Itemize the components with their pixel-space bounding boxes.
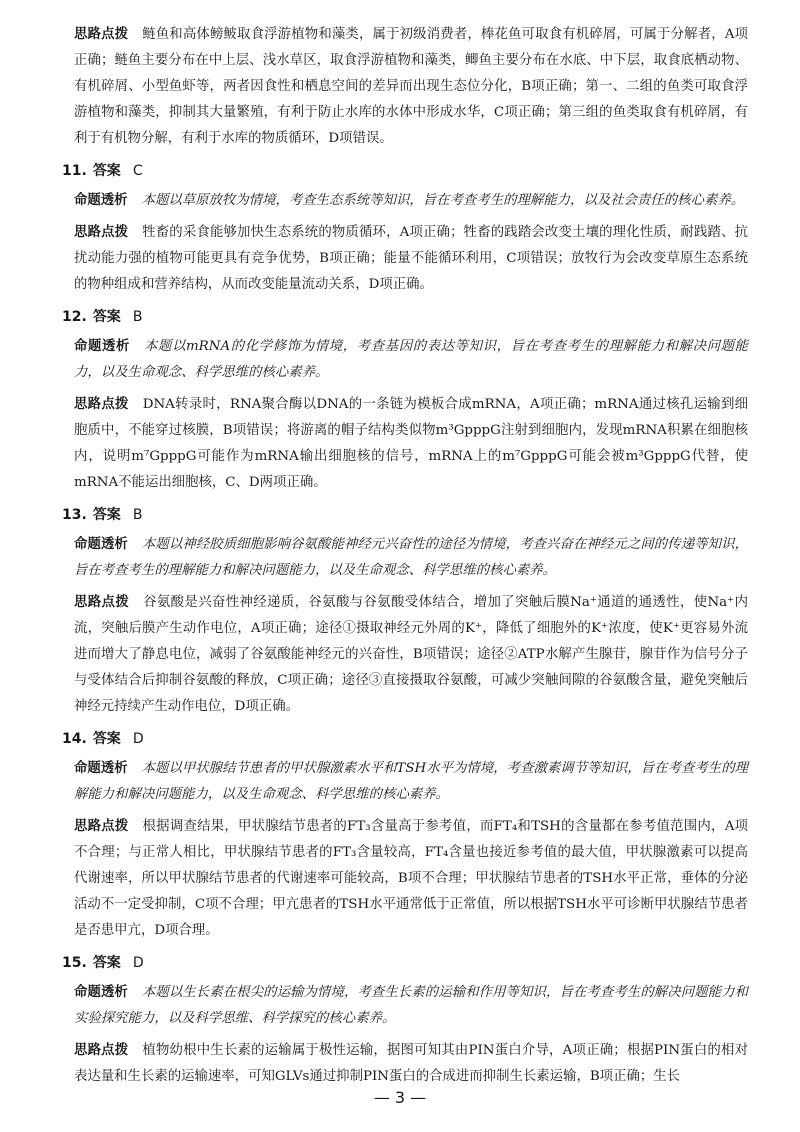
question-15-answer: [62, 950, 748, 976]
hint-label: 思路点拨: [74, 397, 129, 412]
answer-value: D: [132, 731, 144, 747]
answer-value: C: [132, 163, 143, 179]
analysis-text: 本题以甲状腺结节患者的甲状腺激素水平和TSH水平为情境，考查激素调节等知识，旨在考查考生的理解能力和解决问题能力，以及生命观念、科学思维的核心素养。: [74, 761, 749, 802]
question-number: 12.: [62, 309, 87, 325]
analysis-text: 本题以生长素在根尖的运输为情境，考查生长素的运输和作用等知识，旨在考查考生的解决问题能力和实验探究能力，以及科学思维、科学探究的核心素养。: [74, 985, 749, 1026]
hint-text: 鲢鱼和高体鳑鲏取食浮游植物和藻类，属于初级消费者，棒花鱼可取食有机碎屑，可属于分解者，A项正确；鲢鱼主要分布在中上层、浅水草区，取食浮游植物和藻类，鲫鱼主要分布在水底、中下层，取食底栖动物、有机碎屑、小型鱼虾等，两者因食性和栖息空间的差异而出现生态位分化，B项正确；第一、二组的鱼类可取食浮游植物和藻类，抑制其大量繁殖，有利于防止水库的水体中形成水华，C项正确；第三组的鱼类取食有机碎屑，有利于有机物分解，有利于水库的物质循环，D项错误。: [74, 27, 749, 146]
answer-label: 答案: [92, 731, 121, 747]
document-body: [62, 22, 748, 1096]
analysis-paragraph: [74, 980, 748, 1032]
question-13-answer: [62, 502, 748, 528]
answer-label: 答案: [92, 309, 121, 325]
answer-label: 答案: [92, 955, 121, 971]
answer-value: D: [132, 955, 144, 971]
analysis-paragraph: [74, 334, 748, 386]
question-number: 15.: [62, 955, 87, 971]
hint-label: 思路点拨: [74, 27, 129, 42]
hint-label: 思路点拨: [74, 1043, 129, 1058]
analysis-paragraph: [74, 188, 748, 214]
analysis-text: 本题以草原放牧为情境，考查生态系统等知识，旨在考查考生的理解能力，以及社会责任的核心素养。: [141, 193, 745, 208]
analysis-label: 命题透析: [74, 985, 128, 1000]
analysis-text: 本题以mRNA的化学修饰为情境，考查基因的表达等知识，旨在考查考生的理解能力和解决问题能力，以及生命观念、科学思维的核心素养。: [74, 339, 748, 380]
hint-paragraph: [74, 814, 748, 944]
hint-paragraph: [74, 392, 748, 496]
page-number: — 3 —: [373, 1088, 427, 1107]
answer-value: B: [132, 309, 143, 325]
question-number: 14.: [62, 731, 87, 747]
hint-paragraph: [74, 220, 748, 298]
hint-text: 植物幼根中生长素的运输属于极性运输，据图可知其由PIN蛋白介导，A项正确；根据PIN蛋白的相对表达量和生长素的运输速率，可知GLVs通过抑制PIN蛋白的合成进而抑制生长素运输，B项正确；生长: [74, 1043, 749, 1084]
answer-value: B: [132, 507, 143, 523]
hint-label: 思路点拨: [74, 819, 129, 834]
analysis-label: 命题透析: [74, 761, 128, 776]
question-number: 11.: [62, 163, 87, 179]
analysis-label: 命题透析: [74, 339, 130, 354]
hint-label: 思路点拨: [74, 225, 129, 240]
hint-text: 根据调查结果，甲状腺结节患者的FT₃含量高于参考值，而FT₄和TSH的含量都在参考值范围内，A项不合理；与正常人相比，甲状腺结节患者的FT₃含量较高，FT₄含量也接近参考值的最大值，甲状腺激素可以提高代谢速率，所以甲状腺结节患者的代谢速率可能较高，B项不合理；甲状腺结节患者的TSH水平正常，垂体的分泌活动不一定受抑制，C项不合理；甲亢患者的TSH水平通常低于正常值，所以根据TSH水平可诊断甲状腺结节患者是否患甲亢，D项合理。: [74, 819, 749, 938]
hint-paragraph: [74, 22, 748, 152]
answer-label: 答案: [92, 163, 121, 179]
hint-paragraph: [74, 1038, 748, 1090]
hint-paragraph: [74, 590, 748, 720]
analysis-text: 本题以神经胶质细胞影响谷氨酸能神经元兴奋性的途径为情境，考查兴奋在神经元之间的传递等知识，旨在考查考生的理解能力和解决问题能力，以及生命观念、科学思维的核心素养。: [74, 537, 749, 578]
hint-label: 思路点拨: [74, 595, 130, 610]
analysis-label: 命题透析: [74, 193, 128, 208]
hint-text: 谷氨酸是兴奋性神经递质，谷氨酸与谷氨酸受体结合，增加了突触后膜Na⁺通道的通透性，使Na⁺内流，突触后膜产生动作电位，A项正确；途径①摄取神经元外周的K⁺，降低了细胞外的K⁺浓度，使K⁺更容易外流进而增大了静息电位，减弱了谷氨酸能神经元的兴奋性，B项错误；途径②ATP水解产生腺苷，腺苷作为信号分子与受体结合后抑制谷氨酸的释放，C项正确；途径③直接摄取谷氨酸，可减少突触间隙的谷氨酸含量，避免突触后神经元持续产生动作电位，D项正确。: [74, 595, 748, 714]
question-12-answer: [62, 304, 748, 330]
question-14-answer: [62, 726, 748, 752]
question-11-answer: [62, 158, 748, 184]
analysis-paragraph: [74, 532, 748, 584]
question-number: 13.: [62, 507, 87, 523]
hint-text: 牲畜的采食能够加快生态系统的物质循环，A项正确；牲畜的践踏会改变土壤的理化性质，耐践踏、抗扰动能力强的植物可能更具有竞争优势，B项正确；能量不能循环利用，C项错误；放牧行为会改变草原生态系统的物种组成和营养结构，从而改变能量流动关系，D项正确。: [74, 225, 749, 292]
analysis-paragraph: [74, 756, 748, 808]
hint-text: DNA转录时，RNA聚合酶以DNA的一条链为模板合成mRNA，A项正确；mRNA通过核孔运输到细胞质中，不能穿过核膜，B项错误；将游离的帽子结构类似物m³GpppG注射到细胞内，发现mRNA积累在细胞核内，说明m⁷GpppG可能作为mRNA输出细胞核的信号，mRNA上的m⁷GpppG可能会被m³GpppG代替，使mRNA不能运出细胞核，C、D两项正确。: [74, 397, 749, 490]
analysis-label: 命题透析: [74, 537, 128, 552]
answer-label: 答案: [92, 507, 121, 523]
